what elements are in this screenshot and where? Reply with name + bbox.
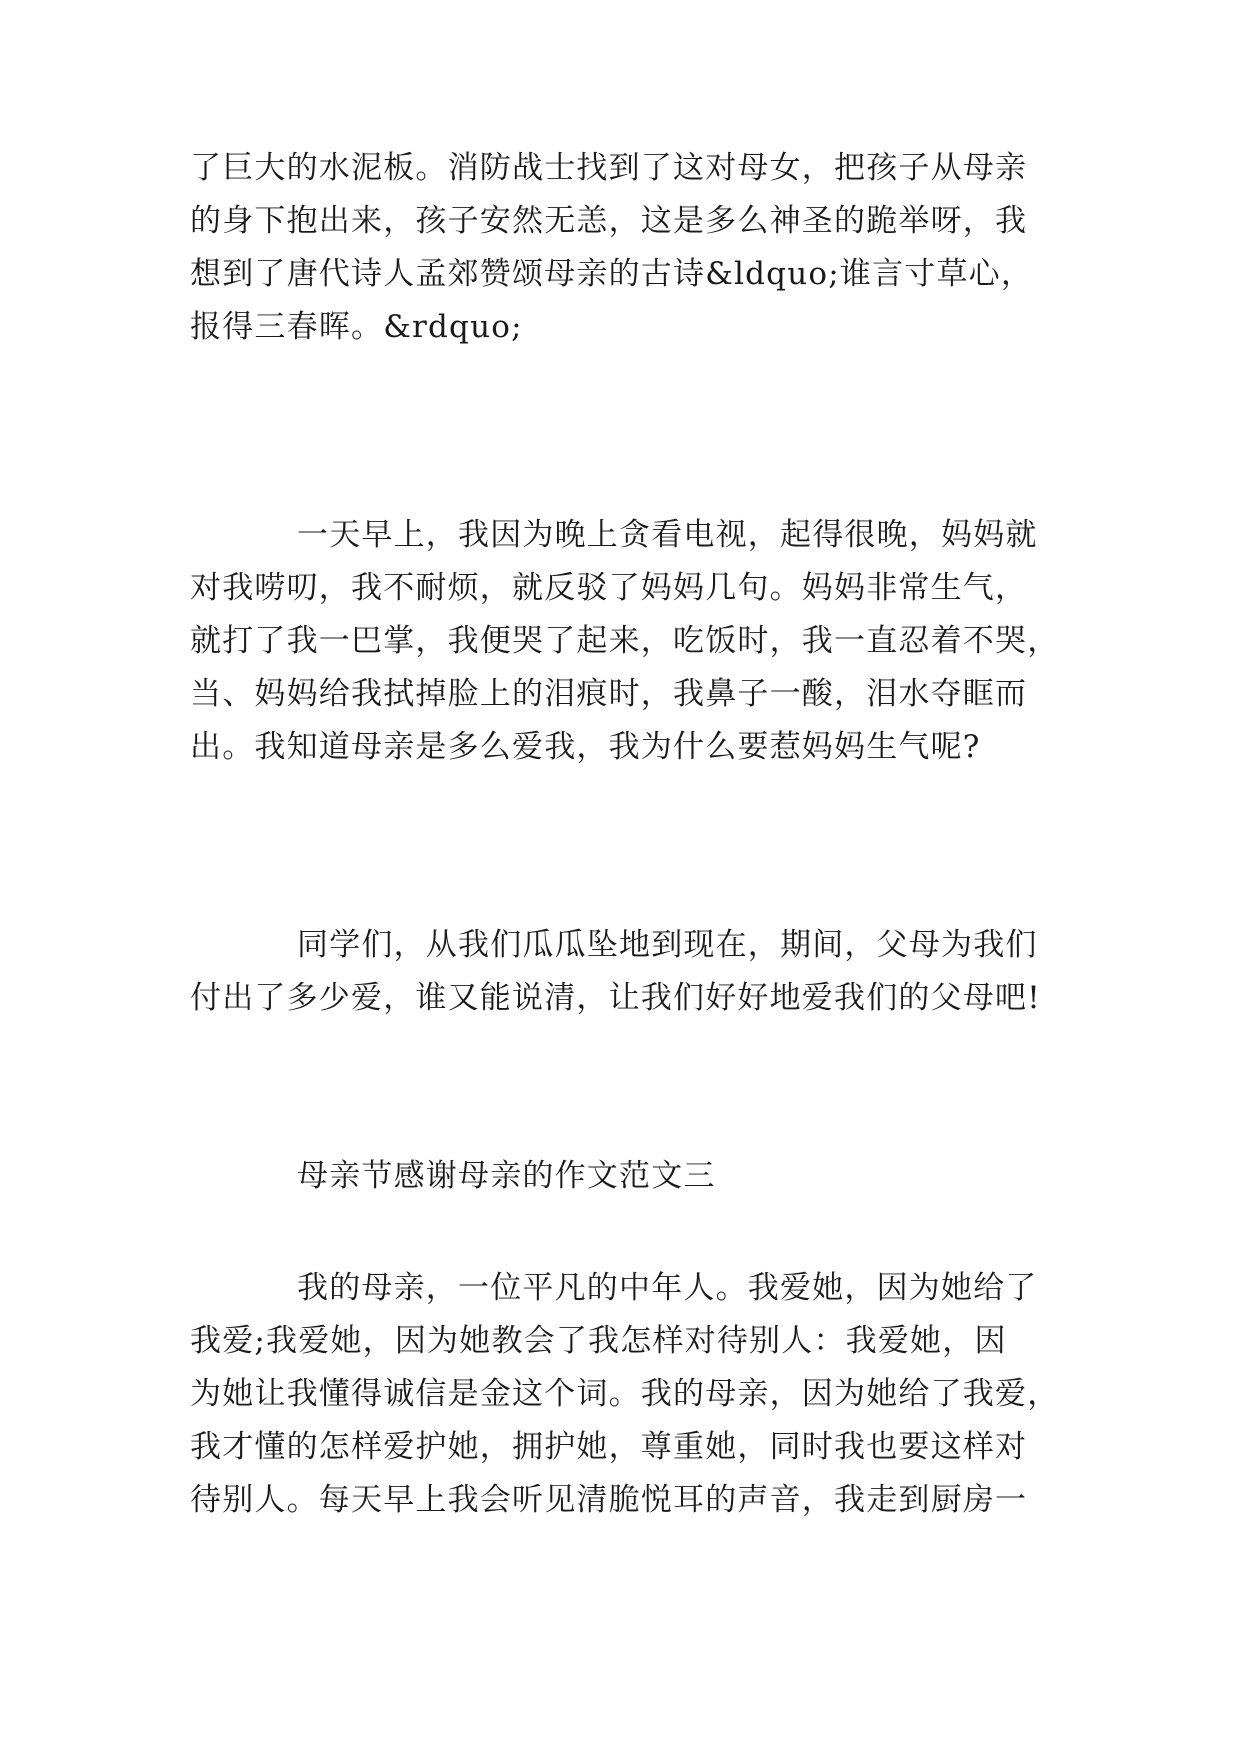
- text-line: 同学们，从我们瓜瓜坠地到现在，期间，父母为我们: [297, 927, 1038, 963]
- text-line: 当、妈妈给我拭掉脸上的泪痕时，我鼻子一酸，泪水夺眶而: [190, 676, 1028, 712]
- text-line: 出。我知道母亲是多么爱我，我为什么要惹妈妈生气呢?: [190, 729, 981, 765]
- text-line: 我的母亲，一位平凡的中年人。我爱她，因为她给了: [297, 1270, 1038, 1306]
- text-line: 待别人。每天早上我会听见清脆悦耳的声音，我走到厨房一: [190, 1482, 1028, 1518]
- text-line: 一天早上，我因为晚上贪看电视，起得很晚，妈妈就: [297, 517, 1038, 553]
- text-line: 对我唠叨，我不耐烦，就反驳了妈妈几句。妈妈非常生气，: [190, 570, 1028, 606]
- text-line: 为她让我懂得诚信是金这个词。我的母亲，因为她给了我爱，: [190, 1376, 1060, 1412]
- heading-line: 母亲节感谢母亲的作文范文三: [297, 1158, 716, 1194]
- text-line: 付出了多少爱，谁又能说清，让我们好好地爱我们的父母吧!: [190, 980, 1041, 1016]
- text-line: 我爱;我爱她，因为她教会了我怎样对待别人：我爱她，因: [190, 1323, 1007, 1359]
- text-line: 的身下抱出来，孩子安然无恙，这是多么神圣的跪举呀，我: [190, 203, 1028, 239]
- text-line: 就打了我一巴掌，我便哭了起来，吃饭时，我一直忍着不哭，: [190, 623, 1060, 659]
- text-line: 报得三春晖。&rdquo;: [190, 309, 523, 345]
- text-line: 我才懂的怎样爱护她，拥护她，尊重她，同时我也要这样对: [190, 1429, 1028, 1465]
- text-line: 想到了唐代诗人孟郊赞颂母亲的古诗&ldquo;谁言寸草心，: [190, 256, 1034, 292]
- text-line: 了巨大的水泥板。消防战士找到了这对母女，把孩子从母亲: [190, 150, 1028, 186]
